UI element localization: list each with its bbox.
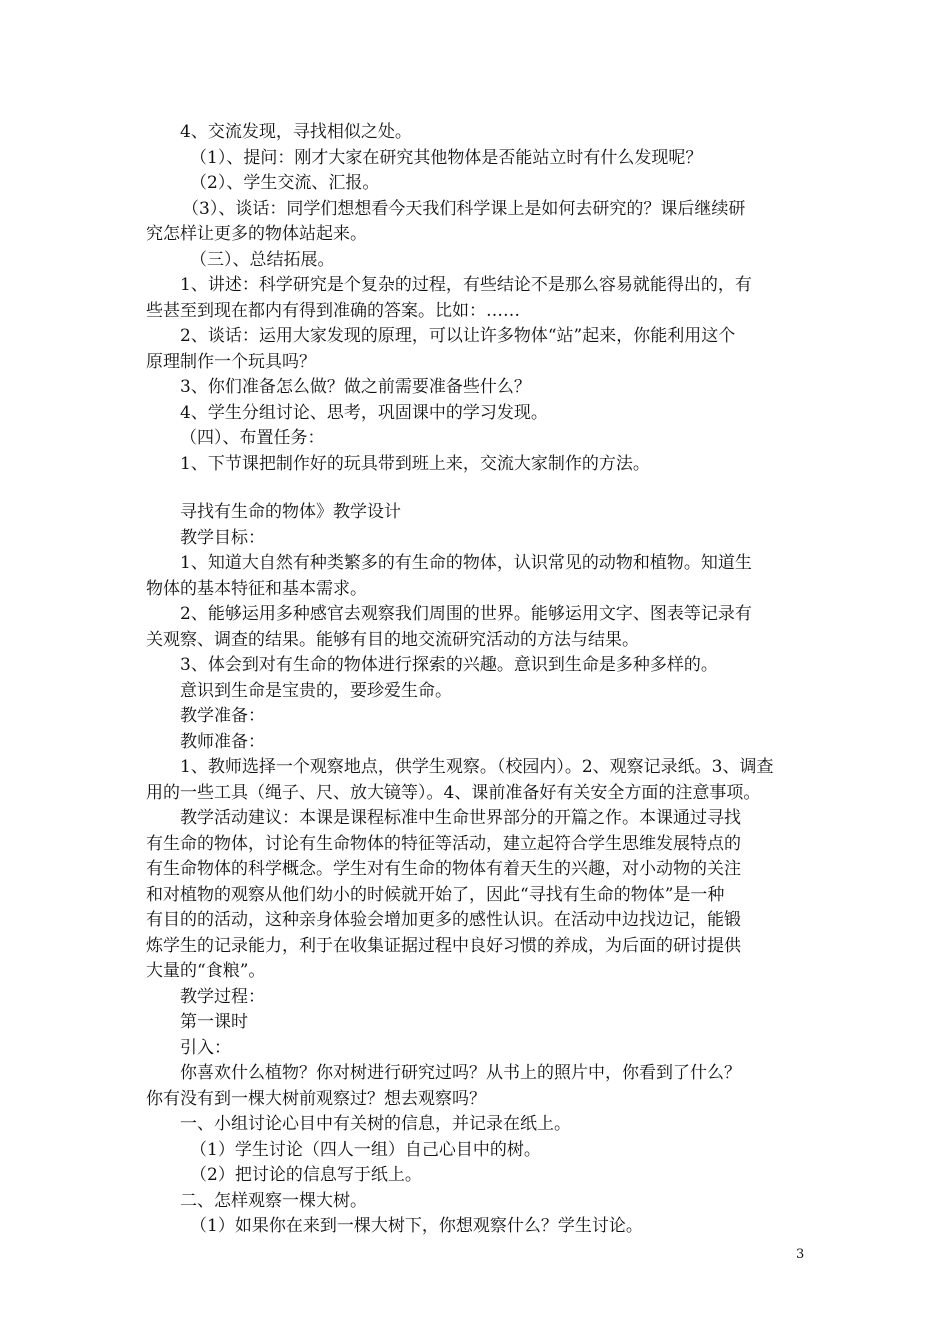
text-line: 有生命物体的科学概念。学生对有生命的物体有着天生的兴趣，对小动物的关注 <box>146 859 741 879</box>
text-line: （2）、学生交流、汇报。 <box>190 173 380 193</box>
text-line: 一、小组讨论心目中有关树的信息，并记录在纸上。 <box>180 1114 571 1134</box>
text-line: 教师准备： <box>180 731 265 752</box>
text-line: 你喜欢什么植物？你对树进行研究过吗？从书上的照片中，你看到了什么？ <box>180 1063 741 1083</box>
text-line: 2、谈话：运用大家发现的原理，可以让许多物体“站”起来，你能利用这个 <box>180 326 736 346</box>
text-line: 4、交流发现，寻找相似之处。 <box>180 122 412 142</box>
text-line: 你有没有到一棵大树前观察过？想去观察吗？ <box>146 1088 486 1109</box>
text-line: 教学过程： <box>180 986 265 1007</box>
text-line: 教学活动建议：本课是课程标准中生命世界部分的开篇之作。本课通过寻找 <box>180 808 741 828</box>
text-line: （四）、布置任务： <box>180 428 325 448</box>
text-line: 1、讲述：科学研究是个复杂的过程，有些结论不是那么容易就能得出的，有 <box>180 275 752 295</box>
text-line: 2、能够运用多种感官去观察我们周围的世界。能够运用文字、图表等记录有 <box>180 604 752 624</box>
text-line: （1）学生讨论（四人一组）自己心目中的树。 <box>190 1139 541 1160</box>
text-line: 物体的基本特征和基本需求。 <box>146 578 367 599</box>
text-line: （三）、总结拓展。 <box>190 249 335 270</box>
text-line: 有目的的活动，这种亲身体验会增加更多的感性认识。在活动中边找边记，能锻 <box>146 910 741 930</box>
text-line: 原理制作一个玩具吗？ <box>146 351 316 372</box>
text-line: 引入： <box>180 1037 231 1058</box>
text-line: 3、你们准备怎么做？做之前需要准备些什么？ <box>180 377 531 397</box>
paragraph-gap <box>146 477 810 500</box>
text-line: 用的一些工具（绳子、尺、放大镜等）。4、课前准备好有关安全方面的注意事项。 <box>146 782 761 803</box>
section-title: 寻找有生命的物体》教学设计 <box>180 502 401 522</box>
text-line: 二、怎样观察一棵大树。 <box>180 1190 367 1211</box>
text-line: 4、学生分组讨论、思考，巩固课中的学习发现。 <box>180 402 548 423</box>
text-line: 大量的“食粮”。 <box>146 961 266 981</box>
text-line: 究怎样让更多的物体站起来。 <box>146 224 367 244</box>
page-number: 3 <box>796 1247 805 1262</box>
text-line: 教学准备： <box>180 706 265 726</box>
text-line: 教学目标： <box>180 527 265 548</box>
text-line: （3）、谈话：同学们想想看今天我们科学课上是如何去研究的？课后继续研 <box>182 198 746 219</box>
text-line: 1、教师选择一个观察地点，供学生观察。（校园内）。2、观察记录纸。3、调查 <box>180 757 774 777</box>
text-line: 3、体会到对有生命的物体进行探索的兴趣。意识到生命是多种多样的。 <box>180 655 718 675</box>
text-line: 1、知道大自然有种类繁多的有生命的物体，认识常见的动物和植物。知道生 <box>180 553 752 573</box>
text-line: 些甚至到现在都内有得到准确的答案。比如：…… <box>146 300 520 321</box>
text-line: （1）、提问：刚才大家在研究其他物体是否能站立时有什么发现呢？ <box>190 147 703 168</box>
text-line: 关观察、调查的结果。能够有目的地交流研究活动的方法与结果。 <box>146 629 639 650</box>
text-line: 意识到生命是宝贵的，要珍爱生命。 <box>180 680 452 701</box>
text-line: （1）如果你在来到一棵大树下，你想观察什么？学生讨论。 <box>190 1216 643 1236</box>
text-line: （2）把讨论的信息写于纸上。 <box>190 1165 422 1185</box>
document-body <box>146 120 810 1240</box>
text-line: 炼学生的记录能力，利于在收集证据过程中良好习惯的养成，为后面的研讨提供 <box>146 935 741 956</box>
text-line: 第一课时 <box>180 1012 248 1032</box>
text-line: 和对植物的观察从他们幼小的时候就开始了，因此“寻找有生命的物体”是一种 <box>146 884 725 905</box>
text-line: 有生命的物体，讨论有生命物体的特征等活动，建立起符合学生思维发展特点的 <box>146 833 741 854</box>
text-line: 1、下节课把制作好的玩具带到班上来，交流大家制作的方法。 <box>180 453 650 474</box>
